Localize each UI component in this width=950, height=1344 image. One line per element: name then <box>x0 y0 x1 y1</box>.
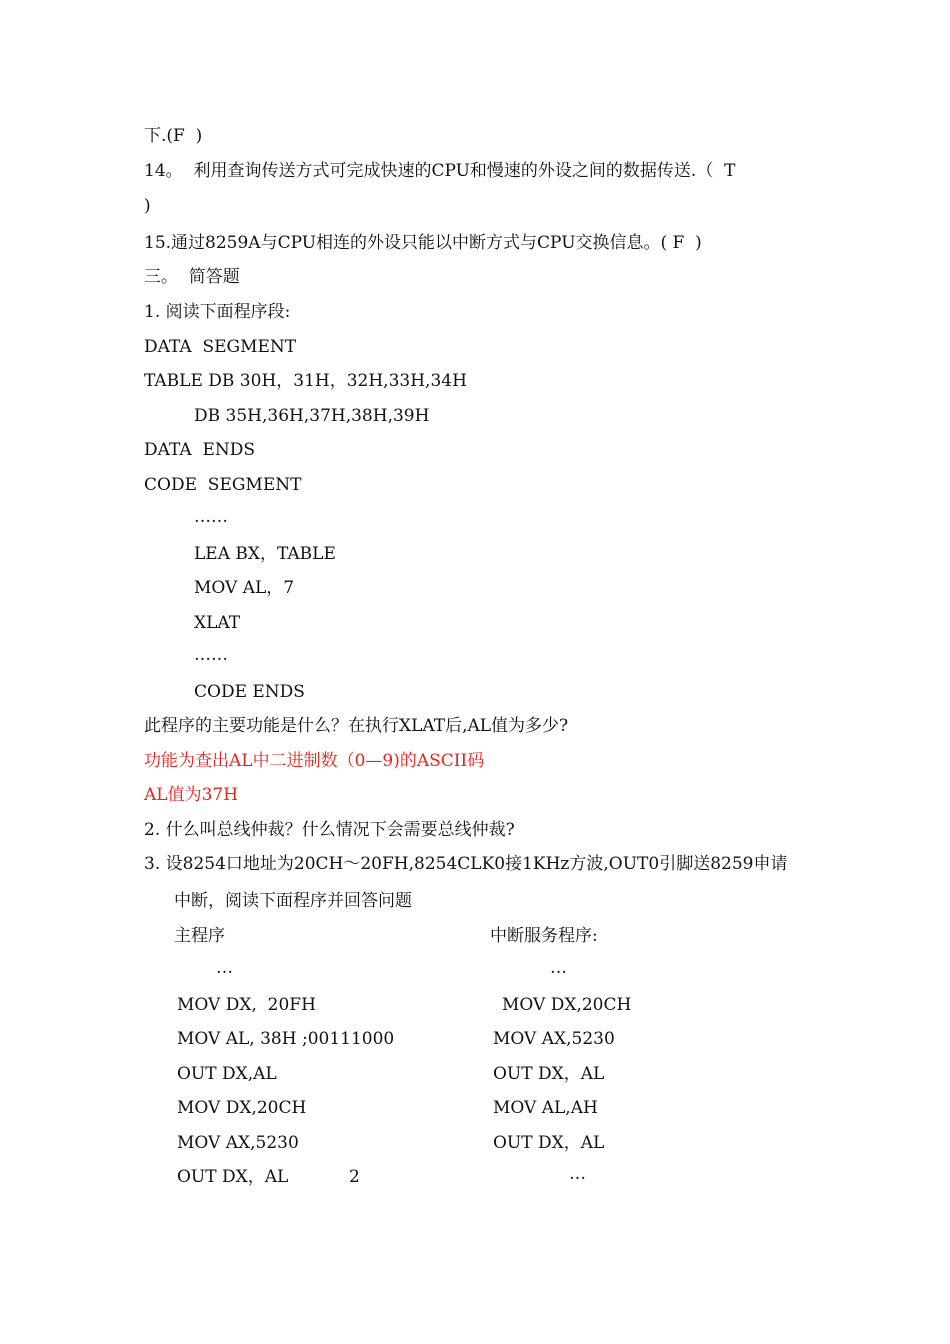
q14-line2: ) <box>144 196 151 216</box>
main-code-line: MOV AX,5230 <box>177 1133 299 1153</box>
code-line: LEA BX，TABLE <box>194 544 336 564</box>
isr-code-line: MOV AL,AH <box>493 1098 598 1118</box>
main-code-line: OUT DX，AL <box>177 1167 289 1187</box>
answer-line: AL值为37H <box>144 785 239 805</box>
code-line: MOV AL，7 <box>194 578 295 598</box>
isr-ellipsis: … <box>550 958 567 978</box>
code-line: TABLE DB 30H，31H，32H,33H,34H <box>144 371 467 391</box>
q13-tail: 下.(F ) <box>144 126 203 146</box>
question-1-prompt: 1. 阅读下面程序段: <box>144 302 291 322</box>
isr-ellipsis-end: … <box>569 1164 586 1184</box>
page-number: 2 <box>349 1167 360 1187</box>
main-program-title: 主程序 <box>174 926 225 946</box>
code-line: …… <box>194 645 228 665</box>
question-3-line2: 中断，阅读下面程序并回答问题 <box>174 891 412 911</box>
code-line: DATA SEGMENT <box>144 337 297 357</box>
question-1-text: 此程序的主要功能是什么？在执行XLAT后,AL值为多少? <box>144 716 569 736</box>
code-line: DB 35H,36H,37H,38H,39H <box>194 406 430 426</box>
isr-code-line: OUT DX，AL <box>493 1064 605 1084</box>
code-line: DATA ENDS <box>144 440 256 460</box>
main-code-line: MOV AL, 38H ;00111000 <box>177 1029 395 1049</box>
isr-code-line: MOV DX,20CH <box>502 995 632 1015</box>
main-code-line: OUT DX,AL <box>177 1064 277 1084</box>
code-line: XLAT <box>194 613 241 633</box>
q14-line1: 14。 利用查询传送方式可完成快速的CPU和慢速的外设之间的数据传送.（ T <box>144 161 736 181</box>
main-ellipsis: … <box>216 958 233 978</box>
q15: 15.通过8259A与CPU相连的外设只能以中断方式与CPU交换信息。( F ) <box>144 233 702 253</box>
code-line: …… <box>194 507 228 527</box>
code-line: CODE ENDS <box>194 682 305 702</box>
isr-code-line: OUT DX，AL <box>493 1133 605 1153</box>
section-heading: 三。 简答题 <box>144 267 240 287</box>
main-code-line: MOV DX, 20FH <box>177 995 316 1015</box>
code-line: CODE SEGMENT <box>144 475 302 495</box>
main-code-line: MOV DX,20CH <box>177 1098 307 1118</box>
answer-line: 功能为查出AL中二进制数（0—9)的ASCII码 <box>144 751 485 771</box>
question-2: 2. 什么叫总线仲裁？什么情况下会需要总线仲裁? <box>144 820 515 840</box>
isr-code-line: MOV AX,5230 <box>493 1029 615 1049</box>
question-3-line1: 3. 设8254口地址为20CH～20FH,8254CLK0接1KHz方波,OUT0引脚送8259申请 <box>144 854 788 874</box>
isr-title: 中断服务程序: <box>490 926 598 946</box>
